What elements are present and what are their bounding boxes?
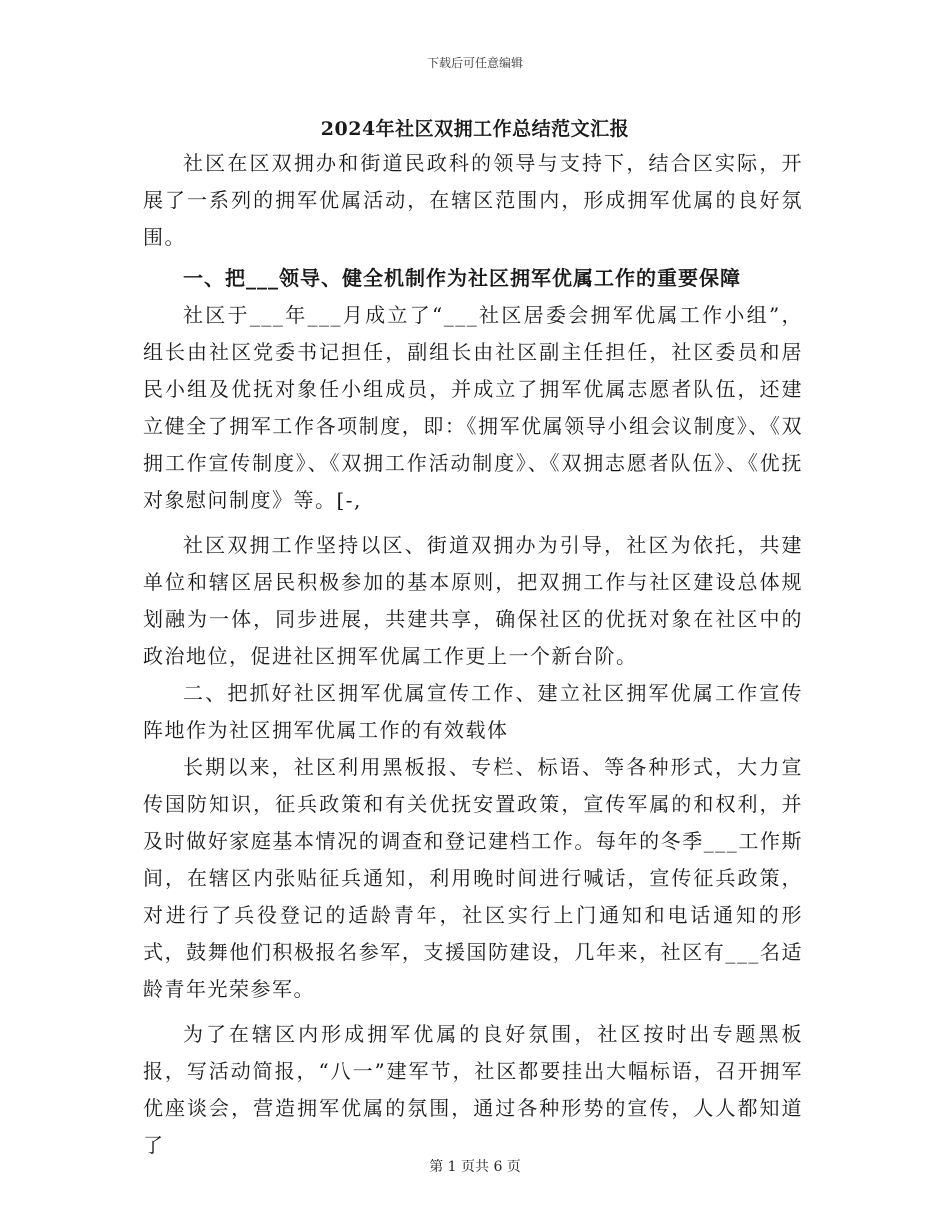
paragraph-atmosphere: 为了在辖区内形成拥军优属的良好氛围，社区按时出专题黑板报，写活动简报，“八一”建军节，社区都要挂出大幅标语，召开拥军优座谈会，营造拥军优属的氛围，通过各种形势的宣传，人人都知道了 — [143, 1022, 803, 1157]
paragraph-intro: 社区在区双拥办和街道民政科的领导与支持下，结合区实际，开展了一系列的拥军优属活动，在辖区范围内，形成拥军优属的良好氛围。 — [143, 151, 803, 249]
document-body — [143, 145, 803, 1164]
page-number: 第 1 页共 6 页 — [429, 1159, 521, 1175]
page-header-note: 下载后可任意编辑 — [426, 56, 523, 70]
document-title: 2024年社区双拥工作总结范文汇报 — [320, 118, 630, 140]
paragraph-principles: 社区双拥工作坚持以区、街道双拥办为引导，社区为依托，共建单位和辖区居民积极参加的基本原则，把双拥工作与社区建设总体规划融为一体，同步进展，共建共享，确保社区的优抚对象在社区中的政治地位，促进社区拥军优属工作更上一个新台阶。 — [143, 533, 803, 668]
paragraph-publicity: 长期以来，社区利用黑板报、专栏、标语、等各种形式，大力宣传国防知识，征兵政策和有关优抚安置政策，宣传军属的和权利，并及时做好家庭基本情况的调查和登记建档工作。每年的冬季___工作斯间，在辖区内张贴征兵通知，利用晚时间进行喊话，宣传征兵政策，对进行了兵役登记的适龄青年，社区实行上门通知和电话通知的形式，鼓舞他们积极报名参军，支援国防建设，几年来，社区有___名适龄青年光荣参军。 — [143, 755, 803, 1001]
section-heading-1: 一、把___领导、健全机制作为社区拥军优属工作的重要保障 — [183, 266, 741, 290]
section-heading-2: 二、把抓好社区拥军优属宣传工作、建立社区拥军优属工作宣传阵地作为社区拥军优属工作的有效载体 — [143, 681, 803, 742]
paragraph-organization: 社区于___年___月成立了“___社区居委会拥军优属工作小组”，组长由社区党委书记担任，副组长由社区副主任担任，社区委员和居民小组及优抚对象任小组成员，并成立了拥军优属志愿者队伍，还建立健全了拥军工作各项制度，即：《拥军优属领导小组会议制度》、《双拥工作宣传制度》、《双拥工作活动制度》、《双拥志愿者队伍》、《优抚对象慰问制度》等。[-, — [143, 303, 803, 512]
